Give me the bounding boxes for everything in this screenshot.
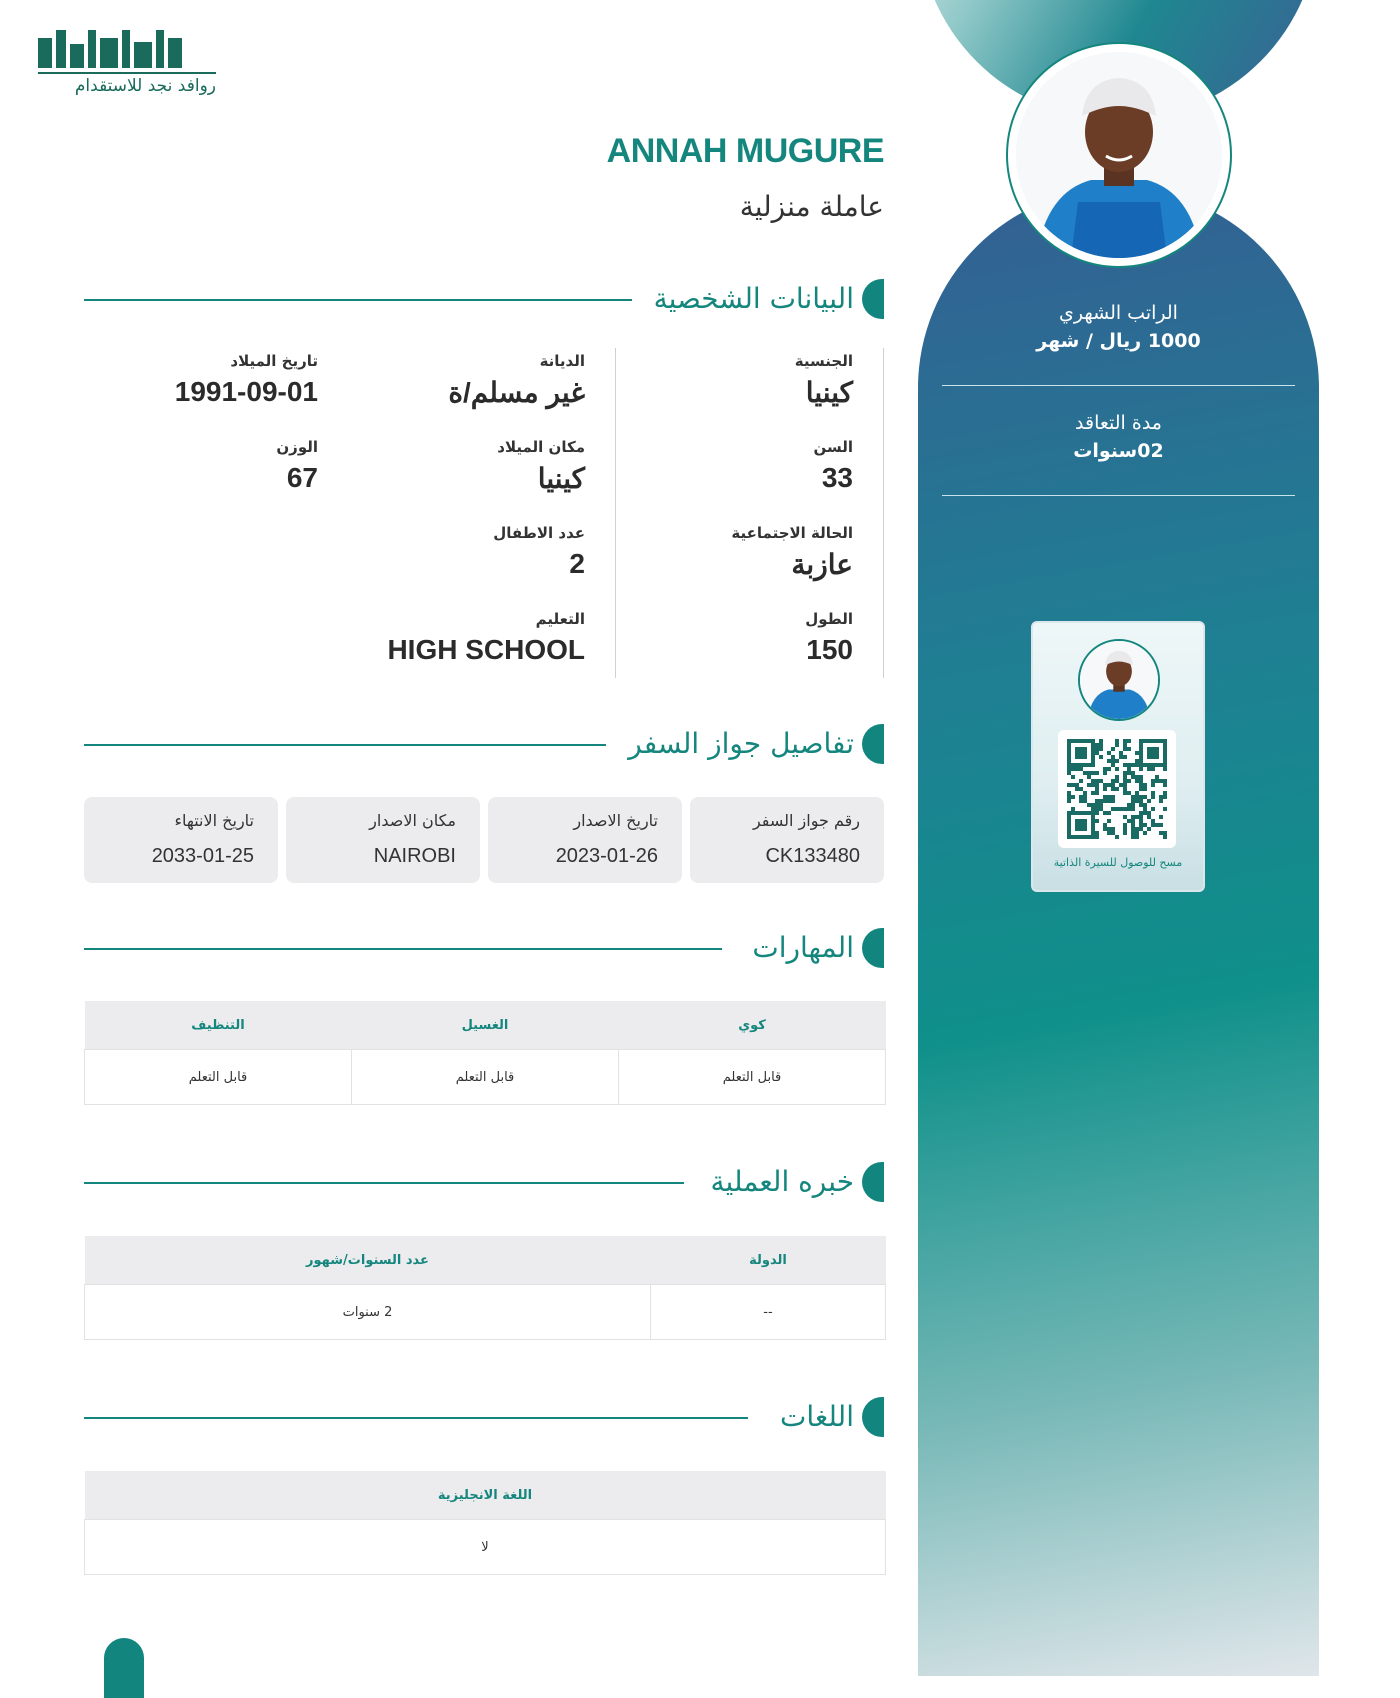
- personal-column-3: [80, 348, 348, 678]
- contract-info: مدة التعاقد 02سنوات: [1073, 412, 1164, 462]
- section-title: تفاصيل جواز السفر: [628, 727, 854, 760]
- qr-code-icon[interactable]: [1058, 730, 1176, 848]
- table-header-row: [85, 1471, 886, 1520]
- decorative-pill: [104, 1638, 144, 1698]
- table-header-row: [85, 1236, 886, 1285]
- table-row: [85, 1050, 886, 1105]
- candidate-name: ANNAH MUGURE: [606, 132, 884, 170]
- section-marker-icon: [862, 279, 884, 319]
- table-header: اللغة الانجليزية: [85, 1471, 886, 1520]
- section-title: خبره العملية: [710, 1165, 854, 1198]
- section-skills: [84, 926, 884, 970]
- profile-photo: [1016, 52, 1222, 258]
- qr-caption: مسح للوصول للسيرة الذاتية: [1053, 856, 1183, 869]
- field-nationality: الجنسية كينيا: [794, 352, 853, 408]
- passport-expiry-date-card: تاريخ الانتهاء 2033-01-25: [84, 797, 278, 883]
- passport-issue-place-card: مكان الاصدار NAIROBI: [286, 797, 480, 883]
- section-title: المهارات: [752, 931, 854, 964]
- profile-photo-frame: [1006, 42, 1232, 268]
- section-personal: [84, 277, 884, 321]
- field-weight: الوزن 67: [276, 438, 318, 493]
- field-children: عدد الاطفال 2: [493, 524, 585, 579]
- passport-number-card: رقم جواز السفر CK133480: [690, 797, 884, 883]
- table-cell: لا: [85, 1520, 886, 1575]
- table-header: الدولة: [651, 1236, 886, 1285]
- salary-info: الراتب الشهري 1000 ريال / شهر: [1036, 302, 1201, 352]
- table-header: عدد السنوات/شهور: [85, 1236, 651, 1285]
- table-row: [85, 1285, 886, 1340]
- section-title: اللغات: [780, 1400, 854, 1433]
- experience-table: [84, 1236, 886, 1340]
- table-cell: --: [651, 1285, 886, 1340]
- personal-details-grid: [78, 348, 884, 678]
- qr-card[interactable]: [1031, 621, 1205, 892]
- section-passport: [84, 722, 884, 766]
- section-marker-icon: [862, 928, 884, 968]
- sidebar: [918, 0, 1319, 1676]
- logo-mark: [38, 28, 218, 68]
- logo-text: روافد نجد للاستقدام: [74, 76, 216, 96]
- skills-table: [84, 1001, 886, 1105]
- table-header: كوي: [619, 1001, 886, 1050]
- section-marker-icon: [862, 1397, 884, 1437]
- field-height: الطول 150: [805, 610, 853, 665]
- company-logo: [38, 28, 218, 96]
- table-header: التنظيف: [85, 1001, 352, 1050]
- section-languages: [84, 1395, 884, 1439]
- job-title: عاملة منزلية: [739, 190, 884, 223]
- table-cell: قابل التعلم: [85, 1050, 352, 1105]
- table-cell: قابل التعلم: [619, 1050, 886, 1105]
- field-marital-status: الحالة الاجتماعية عازبة: [731, 524, 853, 580]
- field-religion: الديانة غير مسلم/ة: [448, 352, 585, 408]
- section-marker-icon: [862, 724, 884, 764]
- section-marker-icon: [862, 1162, 884, 1202]
- section-title: البيانات الشخصية: [653, 282, 854, 315]
- languages-table: [84, 1471, 886, 1575]
- table-cell: 2 سنوات: [85, 1285, 651, 1340]
- field-age: السن 33: [813, 438, 853, 493]
- qr-card-photo: [1078, 639, 1160, 721]
- table-header: الغسيل: [352, 1001, 619, 1050]
- personal-column-2: [347, 348, 616, 678]
- table-header-row: [85, 1001, 886, 1050]
- table-row: [85, 1520, 886, 1575]
- field-birth-place: مكان الميلاد كينيا: [497, 438, 585, 494]
- passport-issue-date-card: تاريخ الاصدار 2023-01-26: [488, 797, 682, 883]
- field-education: التعليم HIGH SCHOOL: [387, 610, 585, 665]
- field-birth-date: تاريخ الميلاد 1991-09-01: [174, 352, 318, 407]
- section-experience: [84, 1160, 884, 1204]
- personal-column-1: [615, 348, 884, 678]
- table-cell: قابل التعلم: [352, 1050, 619, 1105]
